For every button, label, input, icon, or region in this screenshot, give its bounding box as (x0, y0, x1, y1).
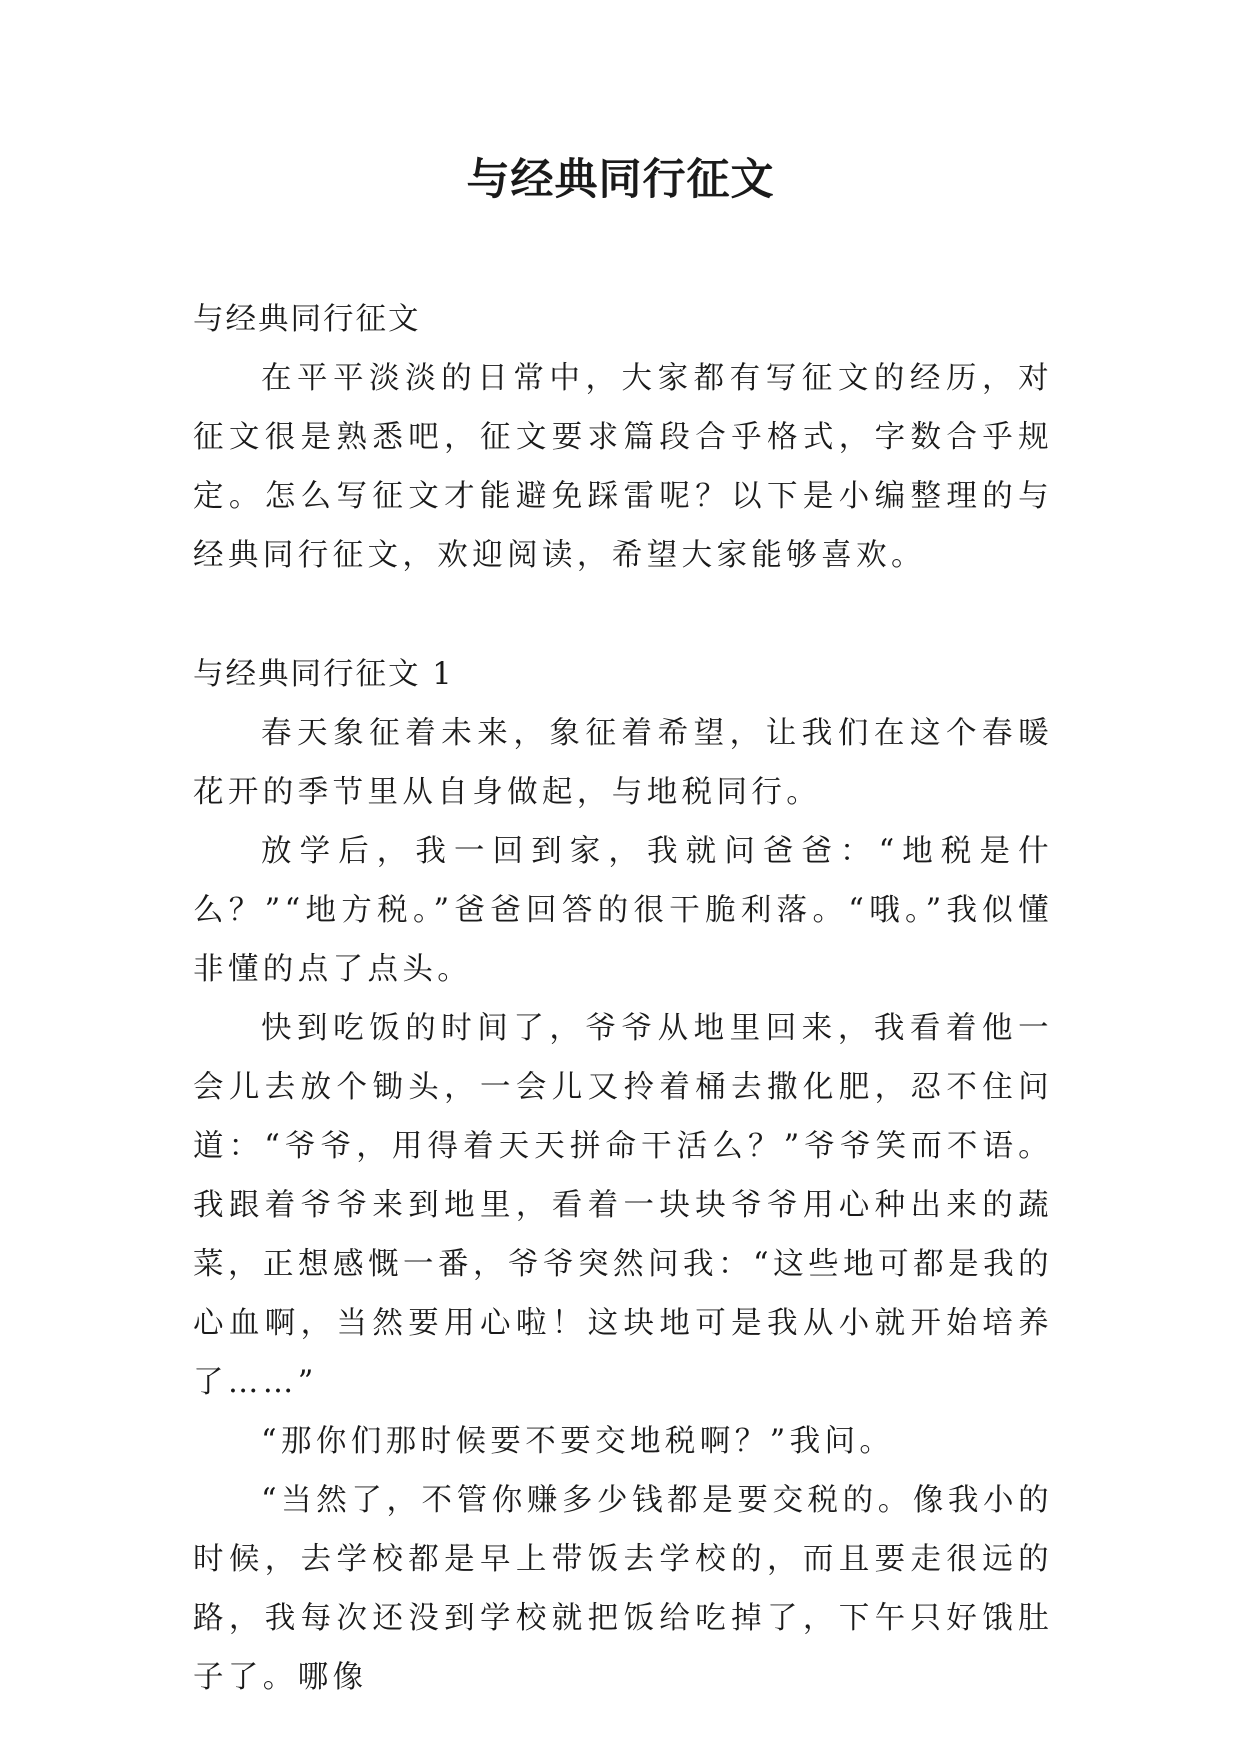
body-paragraph: “当然了，不管你赚多少钱都是要交税的。像我小的时候，去学校都是早上带饭去学校的，而且要走很远的路，我每次还没到学校就把饭给吃掉了，下午只好饿肚子了。哪像 (193, 1483, 1053, 1695)
body-paragraph: 快到吃饭的时间了，爷爷从地里回来，我看着他一会儿去放个锄头，一会儿又拎着桶去撒化肥，忍不住问道：“爷爷，用得着天天拼命干活么？”爷爷笑而不语。我跟着爷爷来到地里，看着一块块爷爷用心种出来的蔬菜，正想感慨一番，爷爷突然问我：“这些地可都是我的心血啊，当然要用心啦！这块地可是我从小就开始培养了……” (193, 1011, 1053, 1400)
body-paragraph: 放学后，我一回到家，我就问爸爸：“地税是什么？”“地方税。”爸爸回答的很干脆利落。“哦。”我似懂非懂的点了点头。 (193, 834, 1053, 987)
body-paragraph: 春天象征着未来，象征着希望，让我们在这个春暖花开的季节里从自身做起，与地税同行。 (193, 716, 1053, 810)
body-paragraph: “那你们那时候要不要交地税啊？”我问。 (261, 1424, 895, 1459)
section-spacer (193, 585, 1053, 645)
intro-heading: 与经典同行征文 (193, 302, 421, 337)
intro-paragraph: 在平平淡淡的日常中，大家都有写征文的经历，对征文很是熟悉吧，征文要求篇段合乎格式，字数合乎规定。怎么写征文才能避免踩雷呢？以下是小编整理的与经典同行征文，欢迎阅读，希望大家能够喜欢。 (193, 361, 1053, 573)
document-title: 与经典同行征文 (466, 155, 775, 205)
section-heading-1: 与经典同行征文 1 (193, 657, 454, 692)
document-body (193, 290, 1053, 1707)
